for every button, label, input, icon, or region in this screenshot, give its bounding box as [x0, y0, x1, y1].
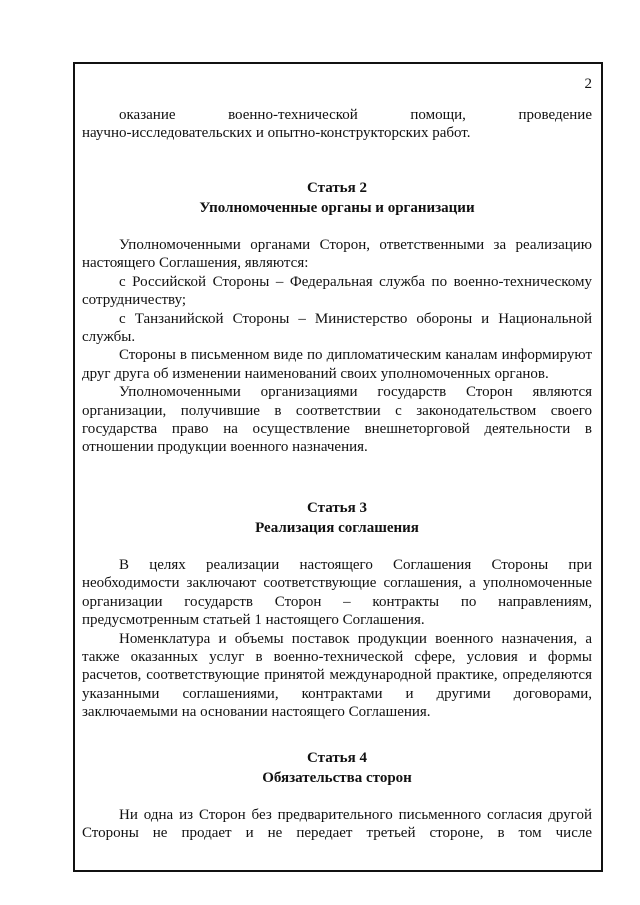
article-4 — [82, 748, 592, 843]
article-2-paragraph-1: Уполномоченными органами Сторон, ответственными за реализацию настоящего Соглашения, являются: — [82, 237, 592, 272]
article-2 — [82, 178, 592, 457]
article-4-title: Статья 4 — [307, 750, 367, 766]
article-3-title: Статья 3 — [307, 500, 367, 516]
article-3-paragraph-2: Номенклатура и объемы поставок продукции военного назначения, а также оказанных услуг в военно-технической сфере, условия и формы расчетов, соответствующие принятой международной практике, определяются указанными соглашениями, контрактами и другими договорами, заключаемыми на основании настоящего Соглашения. — [82, 630, 592, 721]
article-2-paragraph-2: с Российской Стороны – Федеральная служба по военно-техническому сотрудничеству; — [82, 273, 592, 309]
article-2-paragraph-4: Стороны в письменном виде по дипломатическим каналам информируют друг друга об изменении наименований своих уполномоченных органов. — [82, 347, 592, 382]
article-3 — [82, 498, 592, 722]
article-2-paragraph-5: Уполномоченными организациями государств Сторон являются организации, получившие в соответствии с законодательством своего государства право на осуществление внешнеторговой деятельности в отношении продукции военного назначения. — [82, 384, 592, 456]
article-2-title: Статья 2 — [307, 180, 367, 196]
article-3-paragraph-1: В целях реализации настоящего Соглашения Стороны при необходимости заключают соответствующие соглашения, а уполномоченные организации государств Сторон – контракты по направлениям, предусмотренным статьей 1 настоящего Соглашения. — [82, 557, 592, 629]
article-3-subtitle: Реализация соглашения — [255, 520, 419, 536]
page-number: 2 — [584, 76, 592, 92]
intro-paragraph — [82, 106, 592, 143]
article-2-paragraph-3: с Танзанийской Стороны – Министерство обороны и Национальной службы. — [82, 310, 592, 346]
intro-line-2: научно-исследовательских и опытно-конструкторских работ. — [82, 125, 471, 142]
intro-line-1: оказание военно-технической помощи, проведение — [119, 107, 592, 123]
article-2-subtitle: Уполномоченные органы и организации — [199, 200, 475, 216]
article-4-paragraph-1: Ни одна из Сторон без предварительного письменного согласия другой Стороны не продает и не передает третьей стороне, в том числе — [82, 807, 592, 842]
article-4-subtitle: Обязательства сторон — [262, 770, 412, 786]
